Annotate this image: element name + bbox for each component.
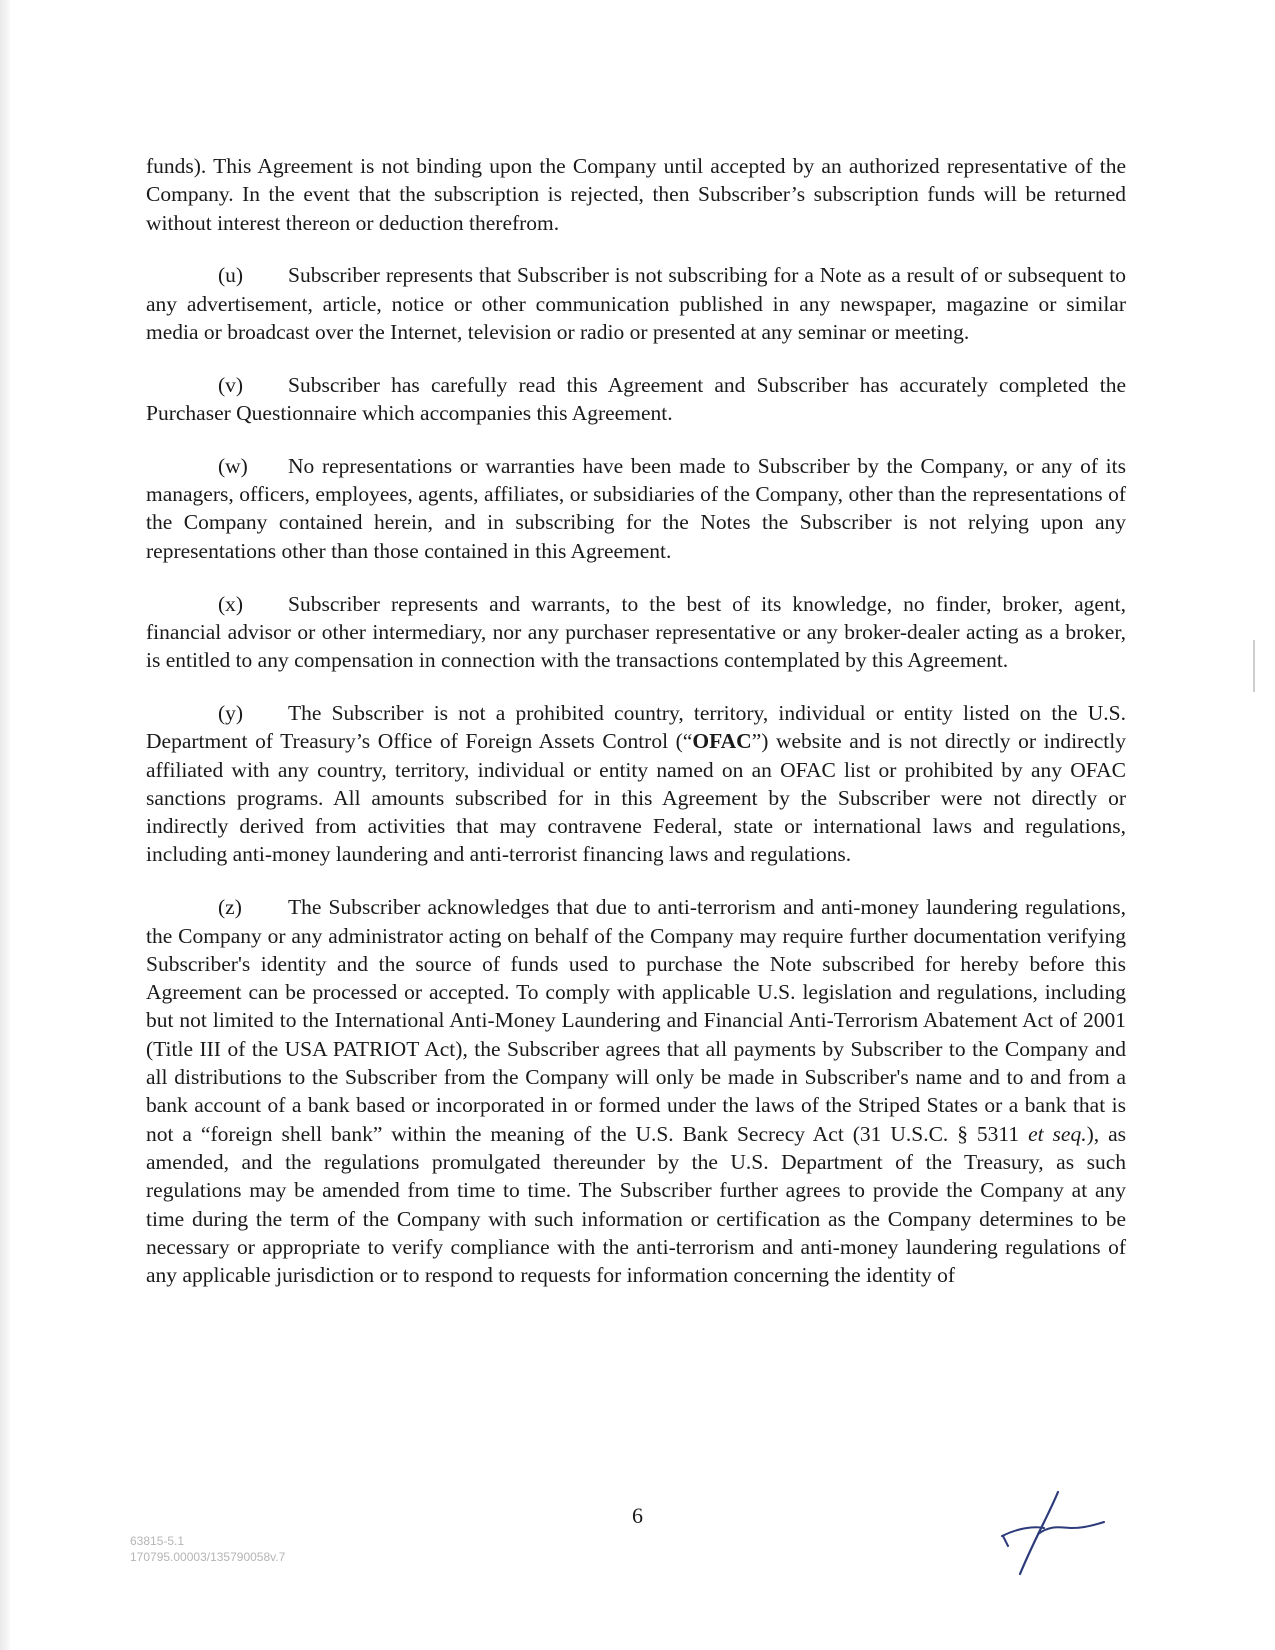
signature-initials <box>1000 1488 1110 1578</box>
page-left-shadow <box>0 0 10 1650</box>
paragraph-text-end: ”) website and is not directly or indirectly affiliated with any country, territory, individual or entity named on an OFAC list or prohibited by any OFAC sanctions programs. All amounts subscribed for in this Agreement by the Subscriber were not directly or indirectly derived from activities that may contravene Federal, state or international laws and regulations, including anti-money laundering and anti-terrorist financing laws and regulations. <box>146 729 1126 867</box>
paragraph-text: Subscriber represents that Subscriber is not subscribing for a Note as a result of or subsequent to any advertisement, article, notice or other communication published in any newspaper, magazine or similar media or broadcast over the Internet, television or radio or presented at any seminar or meeting. <box>146 263 1126 344</box>
paragraph-z <box>146 893 1126 1289</box>
et-seq-italic: et seq. <box>1028 1121 1087 1146</box>
paragraph-text: funds). This Agreement is not binding upon the Company until accepted by an authorized representative of the Company. In the event that the subscription is rejected, then Subscriber’s subscription funds will be returned without interest thereon or deduction therefrom. <box>146 154 1126 235</box>
page-right-mark <box>1253 640 1255 692</box>
document-id <box>130 1533 285 1565</box>
document-id-line-2: 170795.00003/135790058v.7 <box>130 1550 286 1564</box>
paragraph-label: (u) <box>218 263 244 288</box>
paragraph-text-end: ), as amended, and the regulations promulgated thereunder by the U.S. Department of the Treasury, as such regulations may be amended from time to time. The Subscriber further agrees to provide the Company at any time during the term of the Company with such information or certification as the Company determines to be necessary or appropriate to verify compliance with the anti-terrorism and anti-money laundering regulations of any applicable jurisdiction or to respond to requests for information concerning the identity of <box>146 1121 1126 1288</box>
paragraph-text: No representations or warranties have been made to Subscriber by the Company, or any of its managers, officers, employees, agents, affiliates, or subsidiaries of the Company, other than the representations of the Company contained herein, and in subscribing for the Notes the Subscriber is not relying upon any representations other than those contained in this Agreement. <box>146 453 1126 563</box>
paragraph-text: Subscriber has carefully read this Agreement and Subscriber has accurately completed the Purchaser Questionnaire which accompanies this Agreement. <box>146 372 1126 426</box>
paragraph-text-start: The Subscriber is not a prohibited country, territory, individual or entity listed on the U.S. Department of Treasury’s Office of Foreign Assets Control (“ <box>146 700 1126 754</box>
paragraph-label: (y) <box>218 700 244 725</box>
signature-stroke-3 <box>1038 1522 1104 1534</box>
paragraph-label: (v) <box>218 372 244 397</box>
paragraph-u <box>146 261 1126 346</box>
paragraph-continuation <box>146 152 1126 237</box>
paragraph-v <box>146 371 1126 428</box>
paragraph-y <box>146 699 1126 869</box>
paragraph-text-start: The Subscriber acknowledges that due to anti-terrorism and anti-money laundering regulations, the Company or any administrator acting on behalf of the Company may require further documentation verifying Subscriber's identity and the source of funds used to purchase the Note subscribed for hereby before this Agreement can be processed or accepted. To comply with applicable U.S. legislation and regulations, including but not limited to the International Anti-Money Laundering and Financial Anti-Terrorism Abatement Act of 2001 (Title III of the USA PATRIOT Act), the Subscriber agrees that all payments by Subscriber to the Company and all distributions to the Subscriber from the Company will only be made in Subscriber's name and to and from a bank account of a bank based or incorporated in or formed under the laws of the Striped States or a bank that is not a “foreign shell bank” within the meaning of the U.S. Bank Secrecy Act (31 U.S.C. § 5311 <box>146 895 1126 1146</box>
document-body <box>146 152 1126 1289</box>
document-id-line-1: 63815-5.1 <box>130 1534 185 1548</box>
ofac-defined-term: OFAC <box>692 729 752 754</box>
paragraph-label: (x) <box>218 591 244 616</box>
paragraph-x <box>146 590 1126 675</box>
paragraph-label: (z) <box>218 895 242 920</box>
page-number: 6 <box>632 1503 643 1528</box>
paragraph-w <box>146 452 1126 565</box>
paragraph-text: Subscriber represents and warrants, to the best of its knowledge, no finder, broker, agent, financial advisor or other intermediary, nor any purchaser representative or any broker-dealer acting as a broker, is entitled to any compensation in connection with the transactions contemplated by this Agreement. <box>146 591 1126 673</box>
paragraph-label: (w) <box>218 453 248 478</box>
